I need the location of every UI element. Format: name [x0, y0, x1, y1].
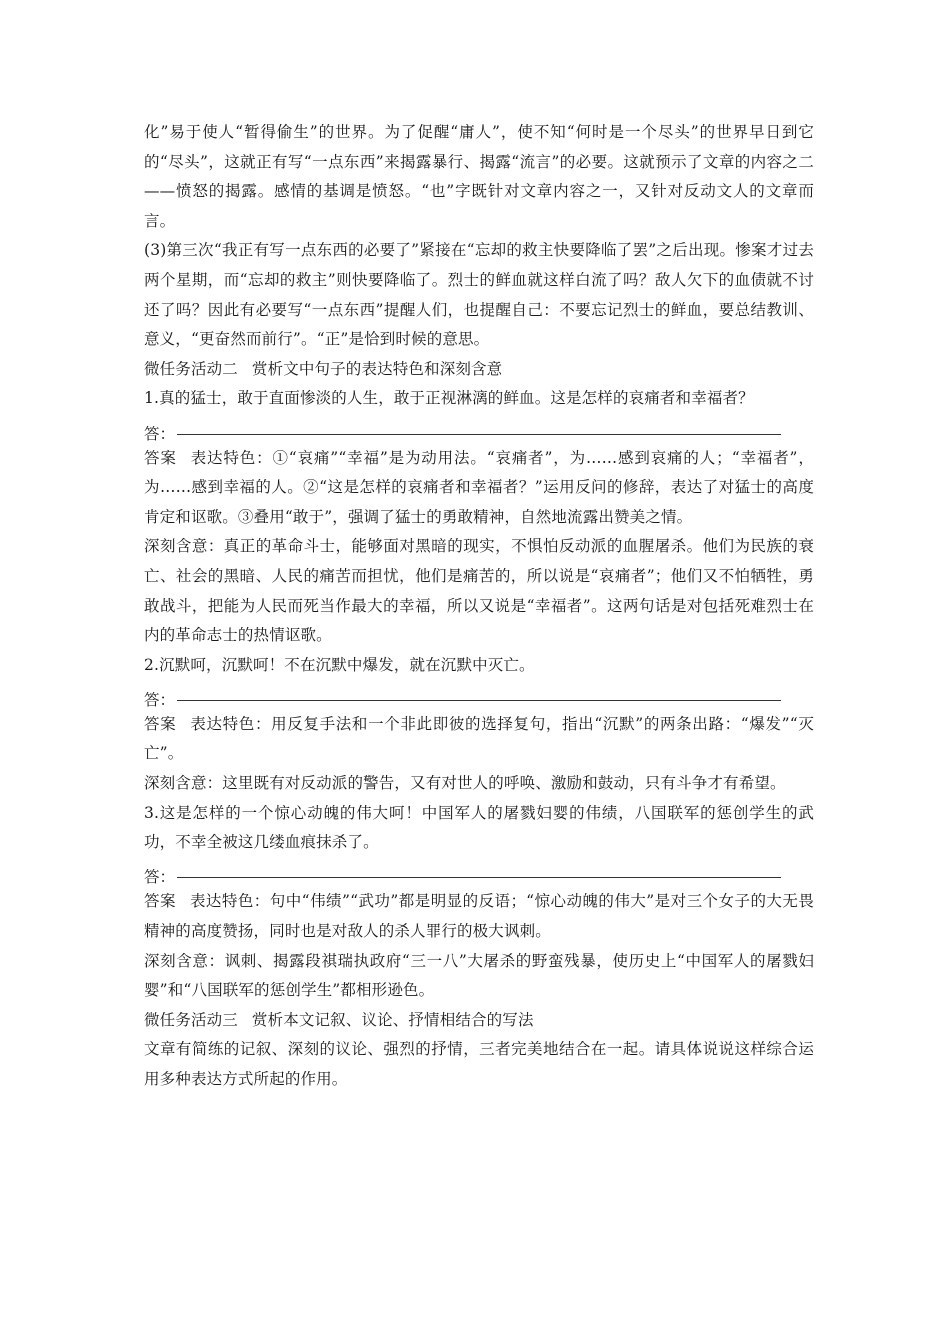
task-prompt: 文章有简练的记叙、深刻的议论、强烈的抒情，三者完美地结合在一起。请具体说说这样综合运用多种表达方式所起的作用。 [144, 1040, 814, 1088]
answer-key-label: 答案 [144, 448, 177, 467]
answer-key-1 [144, 444, 814, 533]
paragraph-point-3: (3)第三次“我正有写一点东西的必要了”紧接在“忘却的救主快要降临了罢”之后出现。惨案才过去两个星期，而“忘却的救主”则快要降临了。烈士的鲜血就这样白流了吗？敌人欠下的血债就不讨还了吗？因此有必要写“一点东西”提醒人们，也提醒自己：不要忘记烈士的鲜血，要总结教训、意义，“更奋然而前行”。“正”是恰到时候的意思。 [144, 241, 814, 349]
answer-key-text: 表达特色：句中“伟绩”“武功”都是明显的反语；“惊心动魄的伟大”是对三个女子的大无畏精神的高度赞扬，同时也是对敌人的杀人罪行的极大讽刺。 [144, 892, 814, 941]
answer-field-1[interactable] [144, 414, 814, 444]
answer-label: 答： [144, 424, 176, 443]
answer-field-3[interactable] [144, 858, 814, 888]
question-1: 1.真的猛士，敢于直面惨淡的人生，敢于正视淋漓的鲜血。这是怎样的哀痛者和幸福者？ [144, 389, 754, 408]
answer-blank-line [177, 685, 781, 701]
answer-key-label: 答案 [144, 714, 177, 733]
section-heading-label: 微任务活动三 [144, 1010, 238, 1029]
answer-label: 答： [144, 868, 176, 887]
question-2: 2.沉默呵，沉默呵！不在沉默中爆发，就在沉默中灭亡。 [144, 655, 535, 674]
answer-key-label: 答案 [144, 892, 176, 911]
answer-blank-line [177, 862, 781, 878]
section-heading-text: 赏析本文记叙、议论、抒情相结合的写法 [251, 1010, 534, 1029]
paragraph-continuation: 化”易于使人“暂得偷生”的世界。为了促醒“庸人”，使不知“何时是一个尽头”的世界早日到它的“尽头”，这就正有写“一点东西”来揭露暴行、揭露“流言”的必要。这就预示了文章的内容之二——愤怒的揭露。感情的基调是愤怒。“也”字既针对文章内容之一，又针对反动文人的文章而言。 [144, 123, 814, 230]
question-3: 3.这是怎样的一个惊心动魄的伟大呵！中国军人的屠戮妇婴的伟绩，八国联军的惩创学生的武功，不幸全被这几缕血痕抹杀了。 [144, 803, 814, 852]
deep-meaning-3: 深刻含意：讽刺、揭露段祺瑞执政府“三一八”大屠杀的野蛮残暴，使历史上“中国军人的屠戮妇婴”和“八国联军的惩创学生”都相形逊色。 [144, 951, 814, 1000]
answer-key-text: 表达特色：用反复手法和一个非此即彼的选择复句，指出“沉默”的两条出路：“爆发”“灭亡”。 [144, 714, 814, 763]
deep-meaning-1: 深刻含意：真正的革命斗士，能够面对黑暗的现实，不惧怕反动派的血腥屠杀。他们为民族的衰亡、社会的黑暗、人民的痛苦而担忧，他们是痛苦的，所以说是“哀痛者”；他们又不怕牺牲，勇敢战斗，把能为人民而死当作最大的幸福，所以又说是“幸福者”。这两句话是对包括死难烈士在内的革命志士的热情讴歌。 [144, 537, 814, 645]
answer-key-text: 表达特色：①“哀痛”“幸福”是为动用法。“哀痛者”，为……感到哀痛的人；“幸福者”，为……感到幸福的人。②“这是怎样的哀痛者和幸福者？”运用反问的修辞，表达了对猛士的高度肯定和讴歌。③叠用“敢于”，强调了猛士的勇敢精神，自然地流露出赞美之情。 [144, 448, 814, 526]
answer-blank-line [177, 419, 781, 435]
section-heading-label: 微任务活动二 [144, 359, 238, 378]
answer-field-2[interactable] [144, 680, 814, 710]
section-heading-3 [144, 1006, 814, 1036]
answer-key-2 [144, 710, 814, 769]
answer-key-3 [144, 887, 814, 946]
section-heading-2 [144, 355, 814, 385]
deep-meaning-2: 深刻含意：这里既有对反动派的警告，又有对世人的呼唤、激励和鼓动，只有斗争才有希望。 [144, 774, 786, 793]
section-heading-text: 赏析文中句子的表达特色和深刻含意 [251, 359, 503, 378]
document-body [144, 118, 814, 1095]
answer-label: 答： [144, 690, 176, 709]
